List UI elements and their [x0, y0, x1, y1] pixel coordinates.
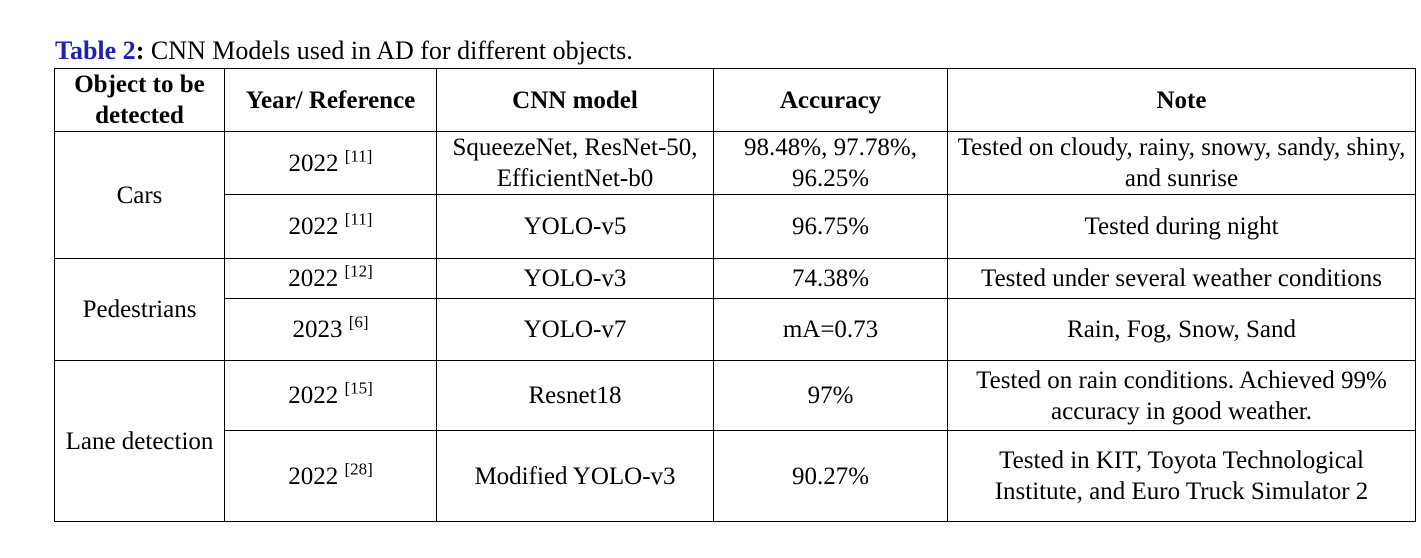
caption-colon: : — [135, 36, 145, 65]
table-header-row — [55, 69, 1416, 132]
table-row — [55, 132, 1416, 195]
model-cell: YOLO-v5 — [437, 195, 714, 259]
table-caption — [55, 33, 633, 69]
model-cell: YOLO-v3 — [437, 259, 714, 299]
note-cell: Tested under several weather conditions — [948, 259, 1416, 299]
reference-link[interactable]: [11] — [344, 209, 373, 229]
header-object: Object to be detected — [55, 69, 225, 132]
reference-link[interactable]: [11] — [344, 146, 373, 166]
header-model: CNN model — [437, 69, 714, 132]
year-cell: 2022 [11] — [225, 195, 437, 259]
cnn-models-table — [54, 68, 1416, 522]
note-cell: Tested on rain conditions. Achieved 99% accuracy in good weather. — [948, 361, 1416, 431]
reference-link[interactable]: [28] — [344, 459, 373, 479]
year-cell: 2022 [15] — [225, 361, 437, 431]
table-row — [55, 259, 1416, 299]
table-row — [55, 361, 1416, 431]
model-cell: Modified YOLO-v3 — [437, 431, 714, 522]
year-cell: 2023 [6] — [225, 299, 437, 361]
group-lane-detection: Lane detection — [55, 361, 225, 522]
reference-link[interactable]: [6] — [348, 312, 369, 332]
group-cars: Cars — [55, 132, 225, 259]
accuracy-cell: 98.48%, 97.78%, 96.25% — [714, 132, 948, 195]
year-cell: 2022 [28] — [225, 431, 437, 522]
reference-link[interactable]: [15] — [344, 378, 373, 398]
accuracy-cell: 96.75% — [714, 195, 948, 259]
note-cell: Tested during night — [948, 195, 1416, 259]
accuracy-cell: 97% — [714, 361, 948, 431]
note-cell: Rain, Fog, Snow, Sand — [948, 299, 1416, 361]
model-cell: Resnet18 — [437, 361, 714, 431]
accuracy-cell: mA=0.73 — [714, 299, 948, 361]
table-row — [55, 299, 1416, 361]
reference-link[interactable]: [12] — [344, 261, 373, 281]
table-row — [55, 431, 1416, 522]
table-label-link[interactable]: Table 2 — [55, 36, 136, 65]
table-row — [55, 195, 1416, 259]
model-cell: SqueezeNet, ResNet-50, EfficientNet-b0 — [437, 132, 714, 195]
accuracy-cell: 90.27% — [714, 431, 948, 522]
accuracy-cell: 74.38% — [714, 259, 948, 299]
model-cell: YOLO-v7 — [437, 299, 714, 361]
year-cell: 2022 [11] — [225, 132, 437, 195]
group-pedestrians: Pedestrians — [55, 259, 225, 361]
note-cell: Tested on cloudy, rainy, snowy, sandy, shiny, and sunrise — [948, 132, 1416, 195]
year-cell: 2022 [12] — [225, 259, 437, 299]
header-note: Note — [948, 69, 1416, 132]
note-cell: Tested in KIT, Toyota Technological Institute, and Euro Truck Simulator 2 — [948, 431, 1416, 522]
caption-text: CNN Models used in AD for different objects. — [144, 36, 633, 65]
header-year: Year/ Reference — [225, 69, 437, 132]
header-accuracy: Accuracy — [714, 69, 948, 132]
